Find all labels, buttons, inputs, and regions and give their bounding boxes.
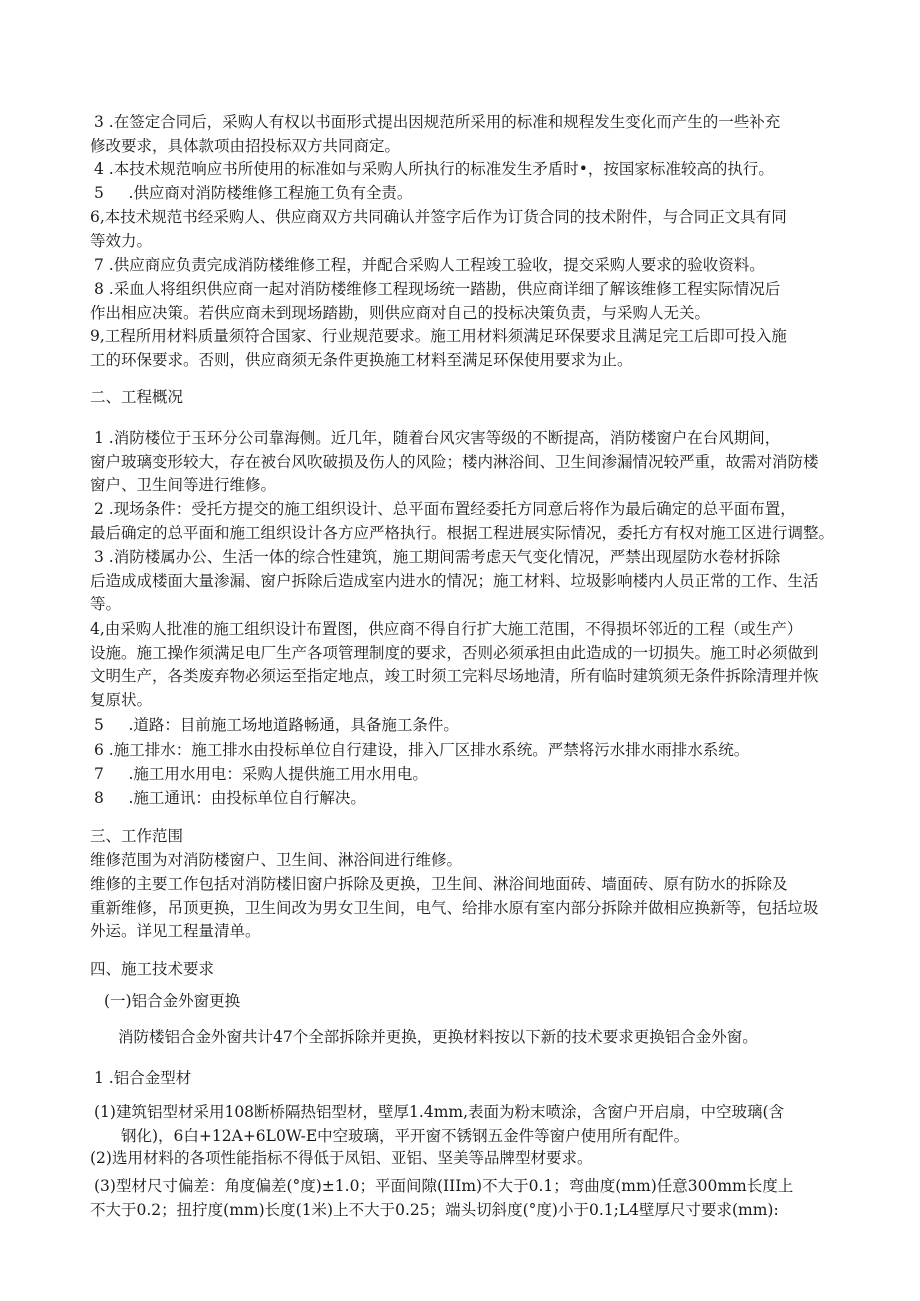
line: 消防楼铝合金外窗共计47个全部拆除并更换，更换材料按以下新的技术要求更换铝合金外窗。 xyxy=(118,1028,758,1046)
line: 重新维修，吊顶更换，卫生间改为男女卫生间，电气、给排水原有室内部分拆除并做相应换新等，包括垃圾 xyxy=(90,898,819,917)
paragraph-material-quality xyxy=(90,325,870,372)
line: 等效力。 xyxy=(90,231,153,250)
line: 钢化)，6白+12A+6L0W-E中空玻璃，平开窗不锈钢五金件等窗户使用所有配件。 xyxy=(121,1126,690,1145)
paragraph-construction-layout xyxy=(90,618,870,712)
heading-text: (一)铝合金外窗更换 xyxy=(104,992,241,1010)
paragraph-dimension-tolerance xyxy=(90,1175,874,1222)
paragraph-contract-supplement xyxy=(90,111,870,158)
paragraph-profile-spec xyxy=(94,1101,874,1148)
line: 修改要求，具体款项由招投标双方共同商定。 xyxy=(90,136,401,155)
line: 2 .现场条件：受托方提交的施工组织设计、总平面布置经委托方同意后将作为最后确定的总平面布置， xyxy=(94,500,796,518)
section-heading-project-overview xyxy=(90,386,870,410)
heading-text: 四、施工技术要求 xyxy=(90,960,215,978)
line: 5 .供应商对消防楼维修工程施工负有全责。 xyxy=(94,184,413,202)
line: 最后确定的总平面和施工组织设计各方应严格执行。根据工程进展实际情况，委托方有权对施工区进行调整。 xyxy=(90,523,835,542)
paragraph-standard-conflict xyxy=(90,158,870,182)
line: 8 .采血人将组织供应商一起对消防楼维修工程现场统一踏勘，供应商详细了解该维修工程实际情况后 xyxy=(94,280,781,298)
line: 4 .本技术规范响应书所使用的标准如与采购人所执行的标准发生矛盾时•，按国家标准较高的执行。 xyxy=(94,160,774,178)
line: 4,由采购人批准的施工组织设计布置图，供应商不得自行扩大施工范围，不得损坏邻近的工程（或生产） xyxy=(90,620,803,638)
paragraph-site-survey xyxy=(90,278,870,325)
paragraph-drainage xyxy=(90,739,870,763)
line: (2)选用材料的各项性能指标不得低于凤铝、亚铝、坚美等品牌型材要求。 xyxy=(90,1149,593,1167)
line: 窗户玻璃变形较大，存在被台风吹破损及伤人的风险；楼内淋浴间、卫生间渗漏情况较严重，故需对消防楼 xyxy=(90,452,819,471)
line: 7 .施工用水用电：采购人提供施工用水用电。 xyxy=(94,765,428,783)
subheading-aluminum-profile xyxy=(90,1067,870,1091)
heading-text: 二、工程概况 xyxy=(90,388,184,406)
line: 文明生产，各类废弃物必须运至指定地点，竣工时须工完料尽场地清，所有临时建筑须无条件拆除清理并恢 xyxy=(90,667,819,685)
line: 6,本技术规范书经采购人、供应商双方共同确认并签字后作为订货合同的技术附件，与合同正文具有同 xyxy=(90,208,787,226)
paragraph-building-location xyxy=(90,427,870,498)
line: 8 .施工通讯：由投标单位自行解决。 xyxy=(94,789,366,807)
line: 9,工程所用材料质量须符合国家、行业规范要求。施工用材料须满足环保要求且满足完工后即可投入施 xyxy=(90,327,787,345)
paragraph-site-conditions xyxy=(90,498,870,545)
line: (1)建筑铝型材采用108断桥隔热铝型材，壁厚1.4mm,表面为粉末喷涂，含窗户开启扇，中空玻璃(含 xyxy=(94,1103,785,1121)
line: 3 .在签定合同后，采购人有权以书面形式提出因规范所采用的标准和规程发生变化而产生的一些补充 xyxy=(94,113,781,131)
line: 1 .消防楼位于玉环分公司靠海侧。近几年，随着台风灾害等级的不断提高，消防楼窗户在台风期间， xyxy=(94,429,781,447)
line: 6 .施工排水：施工排水由投标单位自行建设，排入厂区排水系统。严禁将污水排水雨排水系统。 xyxy=(94,741,750,759)
line: 5 .道路：目前施工场地道路畅通，具备施工条件。 xyxy=(94,716,459,734)
line: 维修的主要工作包括对消防楼旧窗户拆除及更换，卫生间、淋浴间地面砖、墙面砖、原有防水的拆除及 xyxy=(90,875,788,893)
line: 3 .消防楼属办公、生活一体的综合性建筑，施工期间需考虑天气变化情况，严禁出现屋防水卷材拆除 xyxy=(94,548,781,566)
paragraph-building-usage xyxy=(90,546,870,617)
subheading-window-replacement xyxy=(104,990,884,1014)
paragraph-window-count xyxy=(118,1026,898,1050)
paragraph-main-work xyxy=(90,873,870,944)
line: 7 .供应商应负责完成消防楼维修工程，并配合采购人工程竣工验收，提交采购人要求的验收资料。 xyxy=(94,256,765,274)
paragraph-completion-acceptance xyxy=(90,254,870,278)
paragraph-full-responsibility xyxy=(90,182,870,206)
line: 外运。详见工程量清单。 xyxy=(90,922,261,940)
line: 作出相应决策。若供应商未到现场踏勘，则供应商对自己的投标决策负责，与采购人无关。 xyxy=(90,303,711,322)
line: 复原状。 xyxy=(90,690,153,709)
paragraph-repair-scope xyxy=(90,849,870,873)
paragraph-material-brands xyxy=(90,1147,870,1171)
line: 等。 xyxy=(90,595,122,613)
paragraph-communication xyxy=(90,787,870,811)
section-heading-technical-requirements xyxy=(90,958,870,982)
line: 工的环保要求。否则，供应商须无条件更换施工材料至满足环保使用要求为止。 xyxy=(90,350,633,369)
line: 不大于0.2；扭拧度(mm)长度(1米)上不大于0.25；端头切斜度(°度)小于0.1;L4壁厚尺寸要求(mm): xyxy=(90,1200,779,1219)
line: 后造成成楼面大量渗漏、窗户拆除后造成室内进水的情况；施工材料、垃圾影响楼内人员正常的工作、生活 xyxy=(90,571,819,590)
paragraph-roads xyxy=(90,714,870,738)
section-heading-work-scope xyxy=(90,825,870,849)
line: 窗户、卫生间等进行维修。 xyxy=(90,476,277,494)
heading-text: 三、工作范围 xyxy=(90,827,184,845)
heading-text: 1 .铝合金型材 xyxy=(94,1069,192,1087)
paragraph-technical-attachment xyxy=(90,206,870,253)
line: 设施。施工操作须满足电厂生产各项管理制度的要求，否则必须承担由此造成的一切损失。施工时必须做到 xyxy=(90,643,819,662)
paragraph-water-power xyxy=(90,763,870,787)
line: (3)型材尺寸偏差：角度偏差(°度)±1.0；平面间隙(IIIm)不大于0.1；弯曲度(mm)任意300mm长度上 xyxy=(94,1177,794,1195)
line: 维修范围为对消防楼窗户、卫生间、淋浴间进行维修。 xyxy=(90,851,463,869)
